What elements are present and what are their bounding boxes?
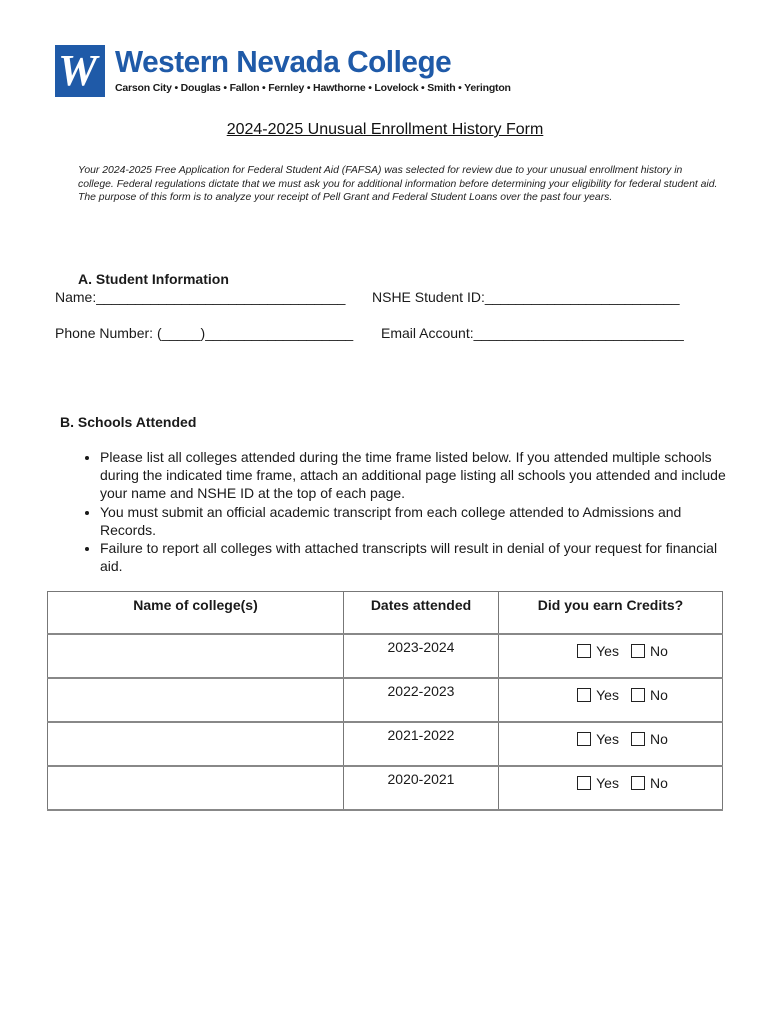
yes-checkbox[interactable] [577,688,591,702]
section-a-title: A. Student Information [78,271,229,287]
header-dates: Dates attended [344,592,499,635]
campus-list: Carson City • Douglas • Fallon • Fernley • Hawthorne • Lovelock • Smith • Yerington [115,82,511,94]
header-credits: Did you earn Credits? [499,592,723,635]
dates-cell: 2020-2021 [344,766,499,810]
yes-label: Yes [596,731,619,747]
table-row [48,722,723,766]
no-checkbox[interactable] [631,776,645,790]
no-checkbox[interactable] [631,688,645,702]
college-cell[interactable] [48,722,344,766]
schools-table [47,591,723,811]
no-label: No [649,731,668,747]
college-logo [55,45,511,97]
credits-cell [499,678,723,722]
list-item: • Please list all colleges attended during the time frame listed below. If you attended multiple schools during the indicated time frame, attach an additional page listing all schools you attended and include your name and NSHE ID at the top of each page. [100,448,730,503]
college-name: Western Nevada College [115,44,452,79]
credits-cell [499,766,723,810]
no-label: No [649,775,668,791]
yes-label: Yes [596,643,619,659]
college-cell[interactable] [48,766,344,810]
dates-cell: 2021-2022 [344,722,499,766]
list-item: • Failure to report all colleges with attached transcripts will result in denial of your request for financial aid. [100,539,730,575]
college-cell[interactable] [48,634,344,678]
form-title: 2024-2025 Unusual Enrollment History Form [226,121,544,138]
no-checkbox[interactable] [631,732,645,746]
yes-checkbox[interactable] [577,776,591,790]
college-cell[interactable] [48,678,344,722]
credits-cell [499,634,723,678]
no-label: No [649,687,668,703]
dates-cell: 2023-2024 [344,634,499,678]
instructions-list [80,448,730,575]
yes-label: Yes [596,775,619,791]
logo-mark-icon [55,45,105,97]
header-college: Name of college(s) [48,592,344,635]
yes-label: Yes [596,687,619,703]
credits-cell [499,722,723,766]
table-row [48,634,723,678]
name-field[interactable]: Name:________________________________ [55,289,346,305]
yes-checkbox[interactable] [577,644,591,658]
no-checkbox[interactable] [631,644,645,658]
nshe-id-field[interactable]: NSHE Student ID:_________________________ [372,289,680,305]
yes-checkbox[interactable] [577,732,591,746]
table-row [48,766,723,810]
list-item: • You must submit an official academic transcript from each college attended to Admissions and Records. [100,503,730,539]
table-row [48,678,723,722]
logo-text [115,45,511,95]
logo-letter: W [58,46,92,95]
section-b-title: B. Schools Attended [60,414,197,430]
table-header-row [48,592,723,635]
dates-cell: 2022-2023 [344,678,499,722]
phone-field[interactable]: Phone Number: (_____)___________________ [55,325,354,341]
intro-paragraph: Your 2024-2025 Free Application for Federal Student Aid (FAFSA) was selected for review due to your unusual enrollment history in college. Federal regulations dictate that we must ask you for additional information before determining your eligibility for federal student aid. The purpose of this form is to analyze your receipt of Pell Grant and Federal Student Loans over the past four years. [78,165,718,204]
no-label: No [649,643,668,659]
email-field[interactable]: Email Account:___________________________ [381,325,684,341]
